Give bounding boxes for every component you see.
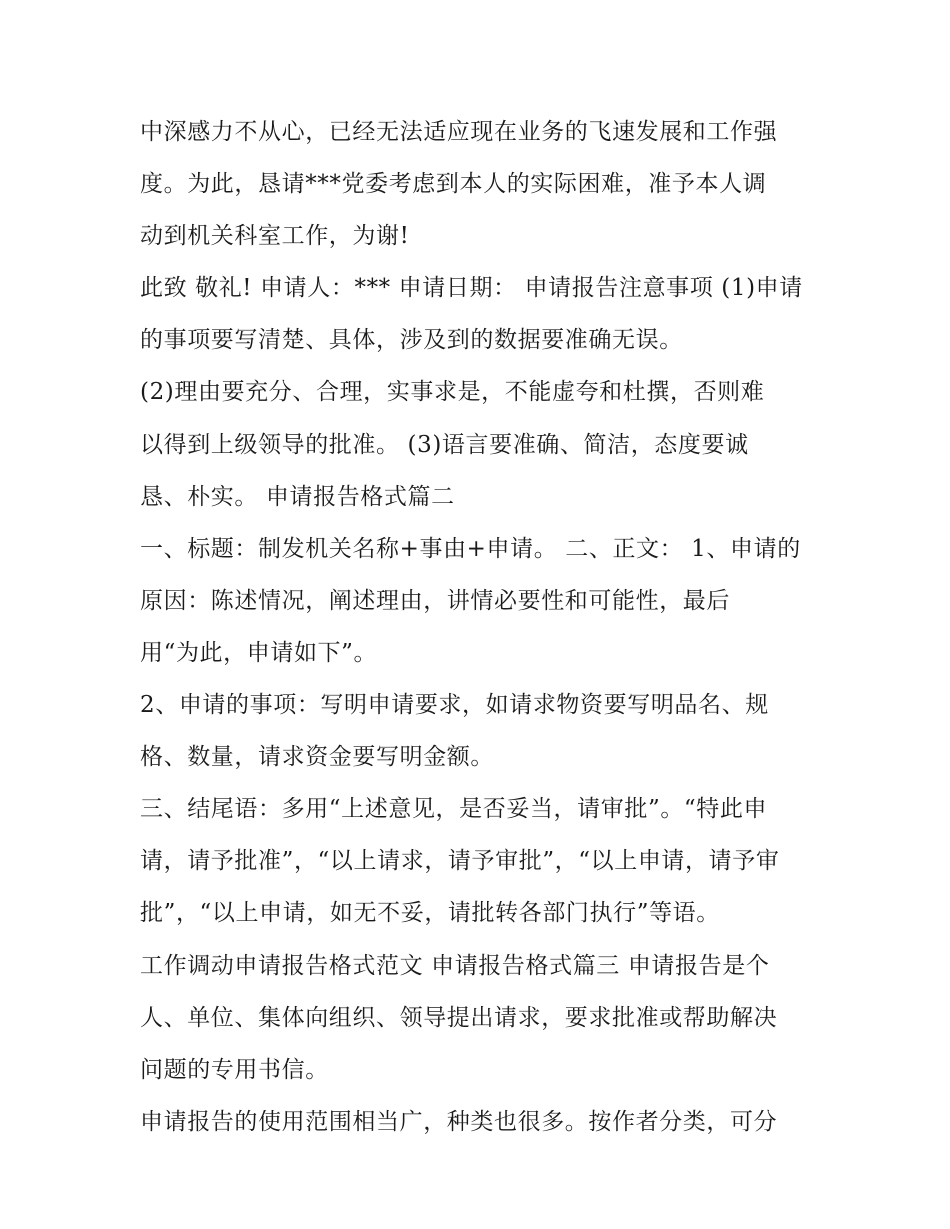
text-line: 中深感力不从心，已经无法适应现在业务的飞速发展和工作强	[140, 119, 778, 145]
text-line: 的事项要写清楚、具体，涉及到的数据要准确无误。	[140, 327, 683, 354]
text-line: 申请报告的使用范围相当广，种类也很多。按作者分类，可分	[140, 1108, 778, 1135]
text-line: 恳、朴实。 申请报告格式篇二	[140, 483, 455, 510]
text-line: 以得到上级领导的批准。 (3)语言要准确、简洁，态度要诚	[140, 431, 749, 458]
text-line: 三、结尾语：多用“上述意见，是否妥当，请审批”。“特此申	[140, 796, 768, 823]
text-line: 工作调动申请报告格式范文 申请报告格式篇三 申请报告是个	[140, 952, 770, 979]
text-line: 格、数量，请求资金要写明金额。	[140, 744, 494, 771]
text-line: 人、单位、集体向组织、领导提出请求，要求批准或帮助解决	[140, 1004, 778, 1031]
text-line: 请，请予批准”，“以上请求，请予审批”，“以上申请，请予审	[140, 848, 780, 875]
text-line: 2、申请的事项：写明申请要求，如请求物资要写明品名、规	[140, 692, 769, 719]
document-body	[140, 106, 830, 1148]
text-line: 此致 敬礼! 申请人：*** 申请日期： 申请报告注意事项 (1)申请	[140, 275, 803, 302]
text-line: 用“为此，申请如下”。	[140, 639, 378, 666]
text-line: 动到机关科室工作，为谢!	[140, 223, 410, 250]
text-line: 批”，“以上申请，如无不妥，请批转各部门执行”等语。	[140, 900, 720, 927]
text-line: 一、标题：制发机关名称+事由+申请。 二、正文： 1、申请的	[140, 535, 801, 562]
text-line: 度。为此，恳请***党委考虑到本人的实际困难，准予本人调	[140, 171, 767, 198]
text-line: (2)理由要充分、合理，实事求是，不能虚夸和杜撰，否则难	[140, 379, 765, 406]
text-line: 原因：陈述情况，阐述理由，讲情必要性和可能性，最后	[140, 587, 730, 614]
text-line: 问题的专用书信。	[140, 1056, 329, 1083]
